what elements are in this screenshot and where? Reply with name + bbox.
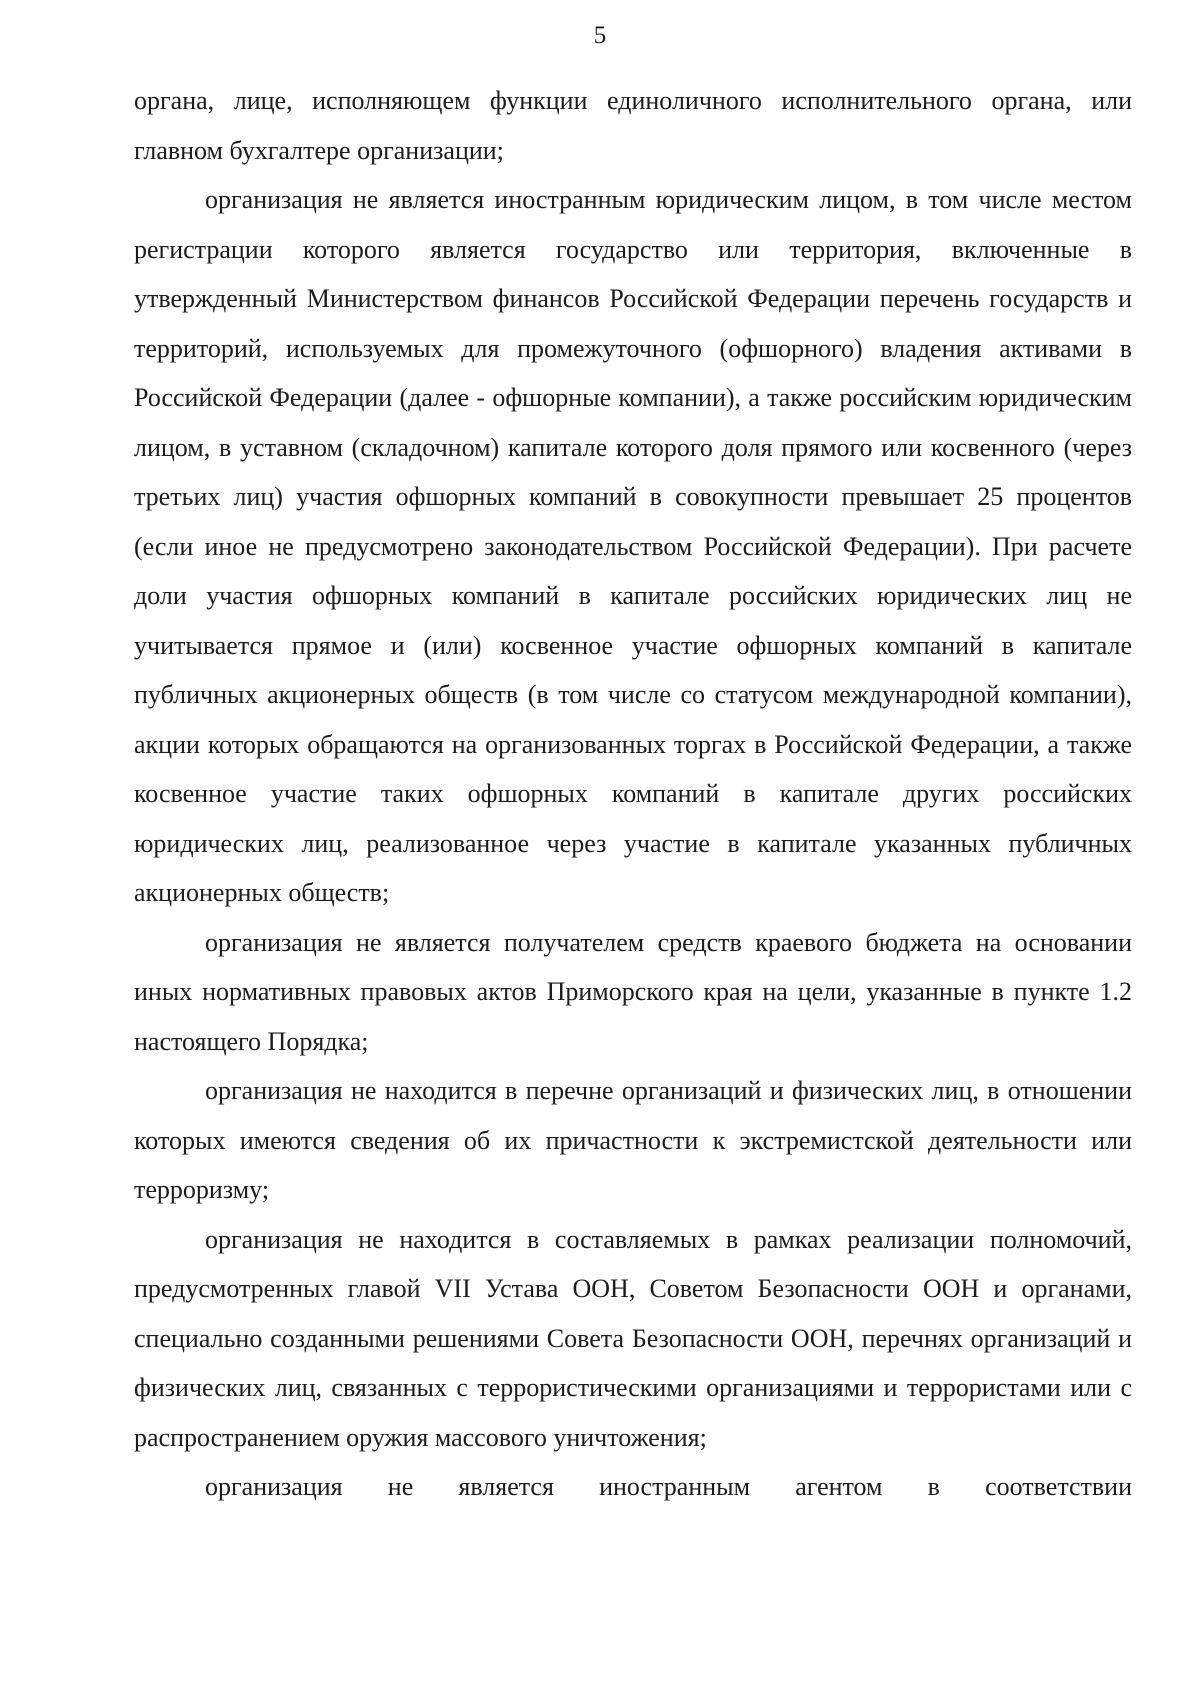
paragraph-offshore-companies: организация не является иностранным юридическим лицом, в том числе местом регистрации которого является государство или территория, включенные в утвержденный Министерством финансов Российской Федерации перечень государств и территорий, используемых для промежуточного (офшорного) владения активами в Российской Федерации (далее - офшорные компании), а также российским юридическим лицом, в уставном (складочном) капитале которого доля прямого или косвенного (через третьих лиц) участия офшорных компаний в совокупности превышает 25 процентов (если иное не предусмотрено законодательством Российской Федерации). При расчете доли участия офшорных компаний в капитале российских юридических лиц не учитывается прямое и (или) косвенное участие офшорных компаний в капитале публичных акционерных обществ (в том числе со статусом международной компании), акции которых обращаются на организованных торгах в Российской Федерации, а также косвенное участие таких офшорных компаний в капитале других российских юридических лиц, реализованное через участие в капитале указанных публичных акционерных обществ; xyxy=(134,185,1132,907)
paragraph-un-sanctions-list: организация не находится в составляемых в рамках реализации полномочий, предусмотренных главой VII Устава ООН, Советом Безопасности ООН и органами, специально созданными решениями Совета Безопасности ООН, перечнях организаций и физических лиц, связанных с террористическими организациями и террористами или с распространением оружия массового уничтожения; xyxy=(134,1224,1132,1452)
paragraph-budget-recipient: организация не является получателем средств краевого бюджета на основании иных нормативных правовых актов Приморского края на цели, указанные в пункте 1.2 настоящего Порядка; xyxy=(134,927,1132,1056)
paragraph-extremism-list: организация не находится в перечне организаций и физических лиц, в отношении которых имеются сведения об их причастности к экстремистской деятельности или терроризму; xyxy=(134,1076,1132,1204)
paragraph-continuation: органа, лице, исполняющем функции единоличного исполнительного органа, или главном бухгалтере организации; xyxy=(134,86,1132,165)
document-body xyxy=(134,76,1132,1512)
page-number: 5 xyxy=(593,22,607,49)
paragraph-foreign-agent: организация не является иностранным агентом в соответствии xyxy=(205,1472,1132,1501)
